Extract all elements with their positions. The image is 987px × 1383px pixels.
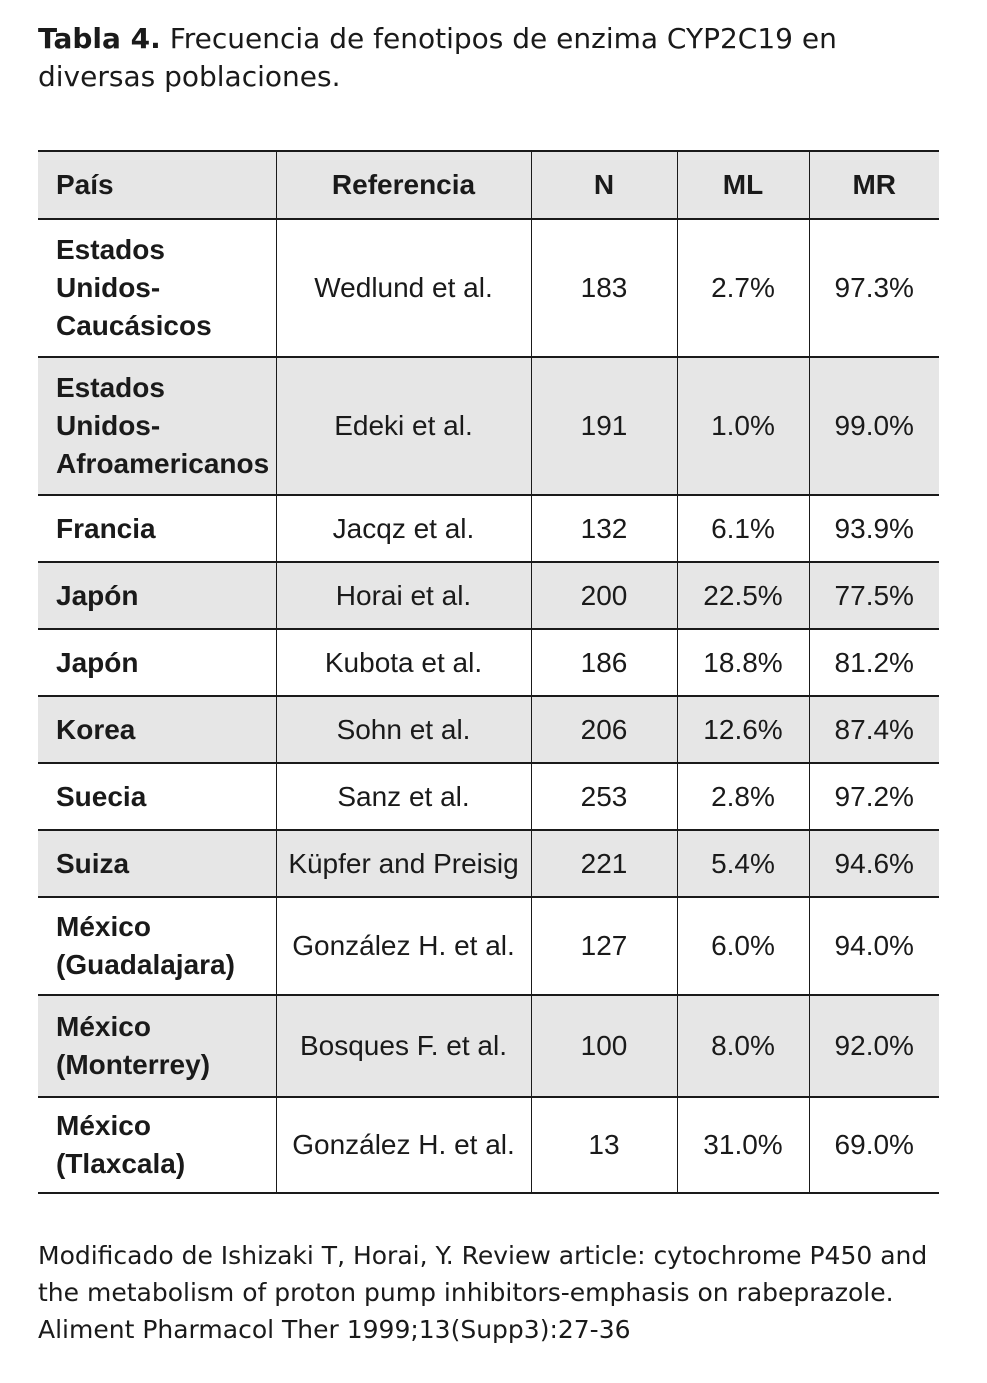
table-row: [38, 1097, 939, 1193]
caption-label: Tabla 4.: [38, 22, 161, 55]
table-row: [38, 495, 939, 562]
table-row: [38, 830, 939, 897]
caption-text: Frecuencia de fenotipos de enzima CYP2C19 en diversas poblaciones.: [38, 22, 837, 93]
cell-referencia: Wedlund et al.: [276, 219, 531, 357]
cell-n: 191: [531, 357, 677, 495]
cell-referencia: Jacqz et al.: [276, 495, 531, 562]
cell-referencia: Edeki et al.: [276, 357, 531, 495]
cell-ml: 22.5%: [677, 562, 809, 629]
cell-pais: Suecia: [38, 763, 276, 830]
cell-ml: 6.1%: [677, 495, 809, 562]
cell-ml: 2.7%: [677, 219, 809, 357]
cell-n: 221: [531, 830, 677, 897]
cell-ml: 6.0%: [677, 897, 809, 995]
cell-mr: 92.0%: [809, 995, 939, 1097]
table-caption: [38, 20, 950, 96]
cell-pais: Francia: [38, 495, 276, 562]
table-footnote: Modificado de Ishizaki T, Horai, Y. Review article: cytochrome P450 and the metabolism of proton pump inhibitors-emphasis on rabeprazole. Aliment Pharmacol Ther 1999;13(Supp3):27-36: [38, 1241, 928, 1344]
table-row: [38, 357, 939, 495]
cell-mr: 93.9%: [809, 495, 939, 562]
cell-referencia: Küpfer and Preisig: [276, 830, 531, 897]
cell-pais: Japón: [38, 629, 276, 696]
cell-ml: 2.8%: [677, 763, 809, 830]
table-row: [38, 995, 939, 1097]
cell-n: 13: [531, 1097, 677, 1193]
table-row: [38, 562, 939, 629]
cell-pais: Japón: [38, 562, 276, 629]
cell-pais: México (Guadalajara): [38, 897, 276, 995]
cell-ml: 1.0%: [677, 357, 809, 495]
cell-pais: Estados Unidos-Afroamericanos: [38, 357, 276, 495]
cell-ml: 18.8%: [677, 629, 809, 696]
cell-pais: México (Tlaxcala): [38, 1097, 276, 1193]
cell-mr: 81.2%: [809, 629, 939, 696]
cell-referencia: Horai et al.: [276, 562, 531, 629]
header-mr: MR: [809, 151, 939, 219]
header-pais: País: [38, 151, 276, 219]
table-row: [38, 629, 939, 696]
cell-mr: 69.0%: [809, 1097, 939, 1193]
cell-pais: Suiza: [38, 830, 276, 897]
cell-pais: México (Monterrey): [38, 995, 276, 1097]
cell-referencia: González H. et al.: [276, 1097, 531, 1193]
table-header-row: [38, 151, 939, 219]
cell-mr: 94.0%: [809, 897, 939, 995]
table-row: [38, 763, 939, 830]
header-referencia: Referencia: [276, 151, 531, 219]
phenotype-frequency-table: [38, 150, 939, 1194]
cell-pais: Estados Unidos-Caucásicos: [38, 219, 276, 357]
cell-n: 206: [531, 696, 677, 763]
table-row: [38, 219, 939, 357]
cell-n: 186: [531, 629, 677, 696]
cell-mr: 94.6%: [809, 830, 939, 897]
table-row: [38, 696, 939, 763]
table-row: [38, 897, 939, 995]
header-n: N: [531, 151, 677, 219]
cell-ml: 31.0%: [677, 1097, 809, 1193]
cell-n: 100: [531, 995, 677, 1097]
cell-mr: 97.3%: [809, 219, 939, 357]
cell-referencia: González H. et al.: [276, 897, 531, 995]
cell-ml: 8.0%: [677, 995, 809, 1097]
header-ml: ML: [677, 151, 809, 219]
cell-referencia: Kubota et al.: [276, 629, 531, 696]
cell-referencia: Sohn et al.: [276, 696, 531, 763]
cell-n: 127: [531, 897, 677, 995]
cell-referencia: Bosques F. et al.: [276, 995, 531, 1097]
cell-n: 132: [531, 495, 677, 562]
cell-n: 183: [531, 219, 677, 357]
cell-referencia: Sanz et al.: [276, 763, 531, 830]
cell-n: 200: [531, 562, 677, 629]
cell-mr: 99.0%: [809, 357, 939, 495]
cell-n: 253: [531, 763, 677, 830]
cell-mr: 77.5%: [809, 562, 939, 629]
cell-ml: 12.6%: [677, 696, 809, 763]
cell-pais: Korea: [38, 696, 276, 763]
cell-ml: 5.4%: [677, 830, 809, 897]
cell-mr: 97.2%: [809, 763, 939, 830]
cell-mr: 87.4%: [809, 696, 939, 763]
